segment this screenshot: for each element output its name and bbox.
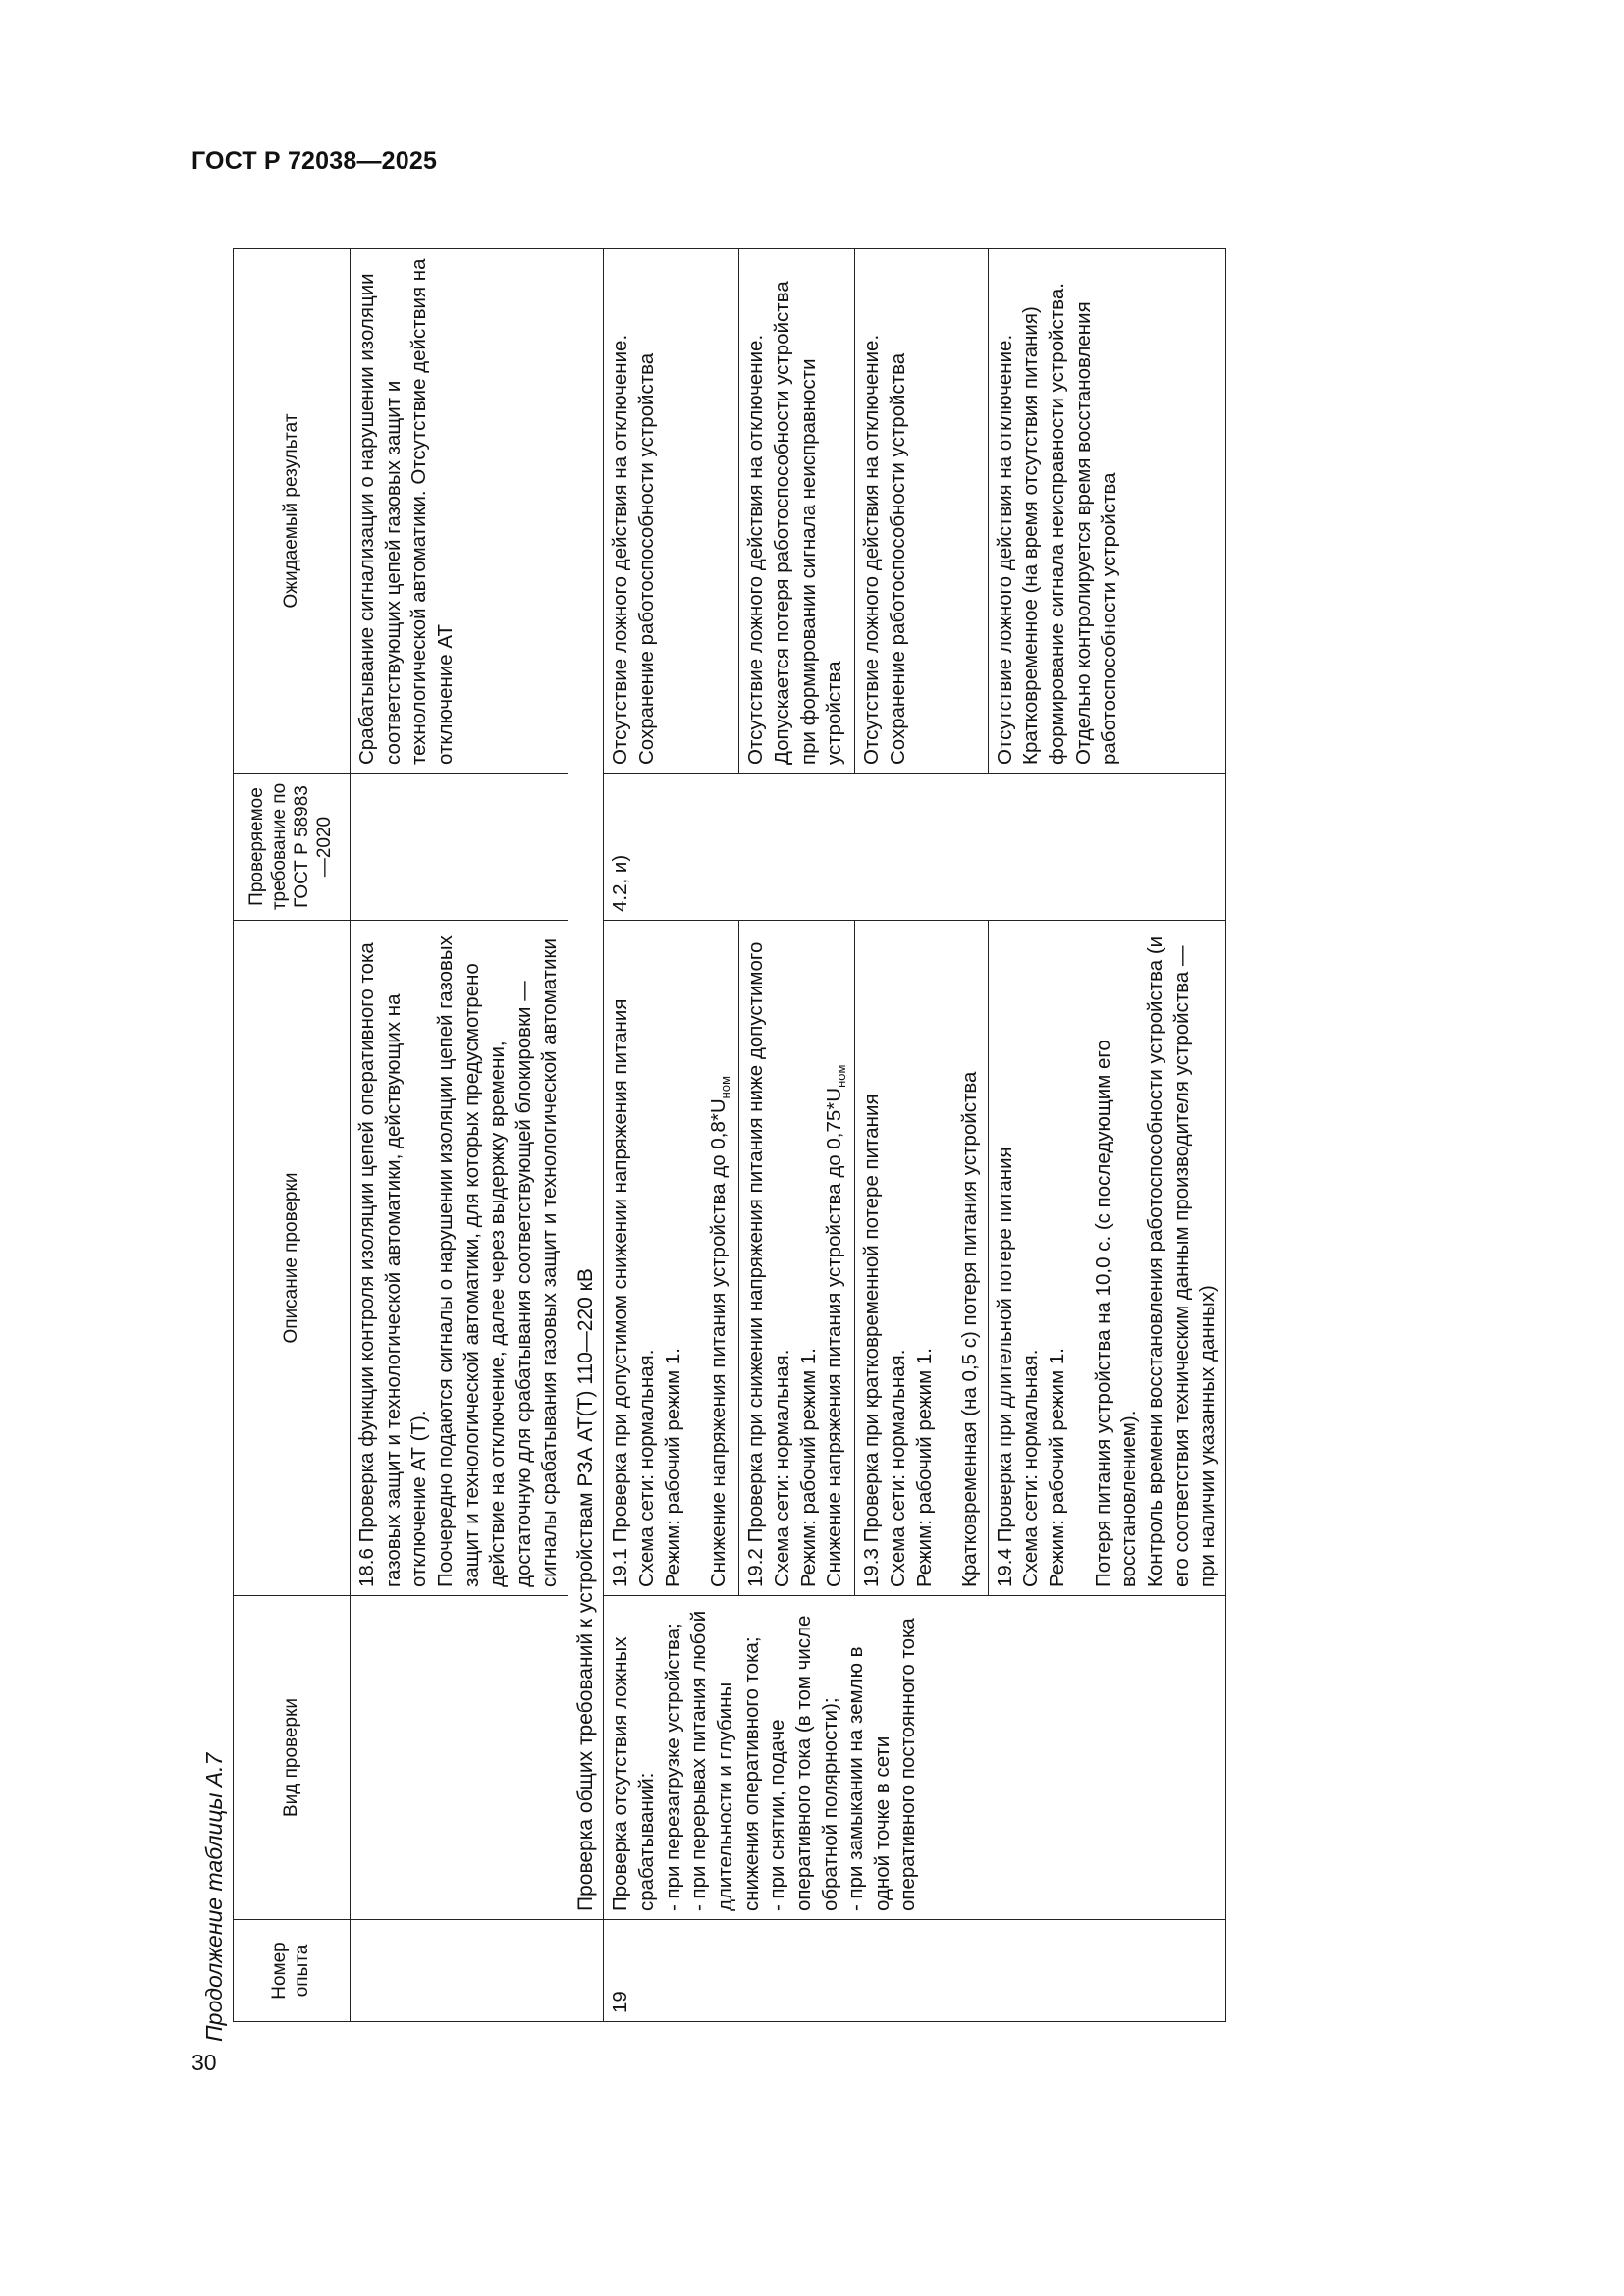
description-cell	[351, 921, 568, 1596]
expected-line: Отсутствие ложного действия на отключение.	[744, 334, 768, 765]
description-line: Схема сети: нормальная.	[770, 1349, 793, 1587]
description-cell	[604, 921, 739, 1596]
requirement-cell: 4.2, и)	[604, 774, 1226, 921]
description-line: 19.2 Проверка при снижении напряжения питания ниже допустимого	[744, 941, 768, 1587]
description-line: Режим: рабочий режим 1.	[912, 1348, 936, 1587]
column-header: Ожидаемый результат	[234, 249, 351, 774]
description-line: 19.4 Проверка при длительной потере питания	[993, 1147, 1016, 1587]
description-paragraph: 18.6 Проверка функции контроля изоляции цепей оперативного тока газовых защит и технологической автоматики, действующих на отключение АТ (Т).	[355, 942, 431, 1587]
description-line: Схема сети: нормальная.	[886, 1349, 909, 1587]
column-header: Описание проверки	[234, 921, 351, 1596]
expected-line: Кратковременное (на время отсутствия питания) формирование сигнала неисправности устройства.	[1019, 283, 1069, 765]
number-cell: 19	[604, 1920, 1226, 2022]
power-loss-line: Кратковременная (на 0,5 с) потеря питания устройства	[958, 1071, 982, 1587]
voltage-text: Снижение напряжения питания устройства до 0,8*U	[707, 1098, 731, 1587]
description-cell	[988, 921, 1225, 1596]
expected-line: Отсутствие ложного действия на отключение.	[993, 334, 1016, 765]
column-header: Вид проверки	[234, 1596, 351, 1920]
expected-line: Отдельно контролируется время восстановления работоспособности устройства	[1071, 301, 1121, 765]
description-line: Режим: рабочий режим 1.	[796, 1348, 820, 1587]
description-cell	[739, 921, 855, 1596]
table-row	[351, 249, 568, 2022]
power-loss-line: Потеря питания устройства на 10,0 с. (с последующим его восстановлением).	[1091, 1040, 1141, 1587]
test-table	[233, 248, 1226, 2022]
expected-line: Допускается потеря работоспособности устройства при формировании сигнала неисправности устройства	[770, 281, 846, 765]
expected-cell	[604, 249, 739, 774]
expected-cell	[855, 249, 989, 774]
section-title: Проверка общих требований к устройствам РЗА АТ(Т) 110—220 кВ	[568, 249, 604, 1920]
column-header: Номер опыта	[234, 1920, 351, 2022]
document-header: ГОСТ Р 72038—2025	[191, 147, 438, 175]
expected-text: Срабатывание сигнализации о нарушении изоляции соответствующих цепей газовых защит и технологической автоматики. Отсутствие действия на отключение АТ	[355, 258, 457, 765]
page-number: 30	[191, 2050, 217, 2075]
voltage-line	[706, 929, 734, 1587]
check-type-cell	[351, 1596, 568, 1920]
description-line: 19.1 Проверка при допустимом снижении напряжения питания	[609, 998, 632, 1587]
expected-line: Отсутствие ложного действия на отключение.	[609, 334, 632, 765]
expected-cell	[351, 249, 568, 774]
expected-line: Сохранение работоспособности устройства	[635, 352, 659, 765]
section-row	[568, 249, 604, 2022]
check-type-line: - при замыкании на землю в одной точке в сети оперативного постоянного тока	[844, 1618, 920, 1911]
description-line: Схема сети: нормальная.	[635, 1349, 659, 1587]
table-header-row	[234, 249, 351, 2022]
description-line: Режим: рабочий режим 1.	[1046, 1348, 1069, 1587]
number-cell	[351, 1920, 568, 2022]
power-loss-line: Контроль времени восстановления работоспособности устройства (и его соответствия техническим данным производителя устройства — при наличии указанных данных)	[1144, 935, 1219, 1587]
description-line: 19.3 Проверка при кратковременной потере питания	[860, 1094, 884, 1587]
check-type-line: - при перезагрузке устройства;	[661, 1623, 684, 1911]
table-caption: Продолжение таблицы А.7	[201, 1752, 227, 2042]
voltage-subscript: ном	[718, 1075, 733, 1099]
voltage-text: Снижение напряжения питания устройства до 0,75*U	[823, 1087, 846, 1587]
voltage-line	[822, 929, 850, 1587]
expected-cell	[739, 249, 855, 774]
voltage-subscript: ном	[834, 1064, 849, 1088]
description-line: Режим: рабочий режим 1.	[661, 1348, 684, 1587]
check-type-line: Проверка отсутствия ложных срабатываний:	[609, 1636, 659, 1911]
requirement-cell	[351, 774, 568, 921]
description-cell	[855, 921, 989, 1596]
expected-line: Сохранение работоспособности устройства	[886, 352, 909, 765]
table-row	[604, 249, 739, 2022]
expected-cell	[988, 249, 1225, 774]
check-type-cell	[604, 1596, 1226, 1920]
check-type-line: - при перерывах питания любой длительности и глубины снижения оперативного тока;	[687, 1610, 763, 1911]
rotated-table-sheet	[201, 236, 1502, 2042]
description-paragraph: Поочередно подаются сигналы о нарушении изоляции цепей газовых защит и технологической автоматики, для которых предусмотрено действие на отключение, далее через выдержку времени, достаточную для срабатывания соответствующей блокировки — сигналы срабатывания газовых защит и технологической автоматики	[433, 935, 562, 1587]
expected-line: Отсутствие ложного действия на отключение.	[860, 334, 884, 765]
check-type-line: - при снятии, подаче оперативного тока (в том числе обратной полярности);	[766, 1615, 841, 1911]
column-header: Проверяемое требование по ГОСТ Р 58983—2020	[234, 774, 351, 921]
number-cell	[568, 1920, 604, 2022]
description-line: Схема сети: нормальная.	[1019, 1349, 1043, 1587]
